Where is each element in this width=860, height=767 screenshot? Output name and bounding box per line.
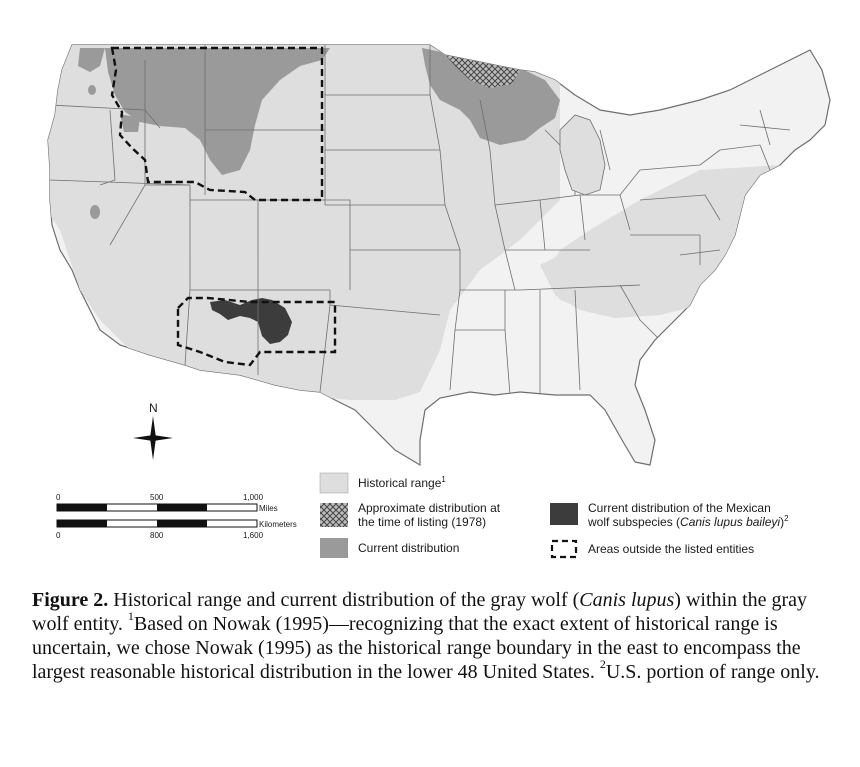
- legend-swatch-current: [320, 538, 348, 558]
- km-unit: Kilometers: [259, 520, 297, 529]
- legend-swatch-listing: [320, 503, 348, 527]
- miles-tick-0: 0: [56, 493, 61, 502]
- caption-label: Figure 2.: [32, 589, 109, 611]
- legend: [320, 473, 789, 558]
- miles-tick-2: 1,000: [243, 493, 264, 502]
- miles-tick-1: 500: [150, 493, 164, 502]
- miles-bar-segment: [157, 504, 207, 511]
- compass-needle-horizontal: [133, 435, 173, 441]
- compass-rose: [133, 401, 173, 460]
- legend-swatch-outside: [552, 541, 576, 557]
- legend-mexican-pre: wolf subspecies (: [588, 515, 681, 529]
- legend-label-listing-1: Approximate distribution at: [358, 501, 501, 515]
- km-tick-0: 0: [56, 531, 61, 540]
- scale-bar: [56, 493, 297, 540]
- miles-bar-segment: [57, 504, 107, 511]
- caption-text-1: Historical range and current distribution of the gray wolf (: [113, 589, 580, 611]
- legend-label-mexican-1: Current distribution of the Mexican: [588, 501, 771, 515]
- km-bar-segment: [157, 520, 207, 527]
- km-tick-1: 800: [150, 531, 164, 540]
- current-distribution-spot: [90, 205, 100, 219]
- km-tick-2: 1,600: [243, 531, 264, 540]
- legend-historical-sup: 1: [441, 475, 446, 484]
- caption-note2-marker: 2: [599, 657, 606, 671]
- compass-north-label: N: [149, 401, 158, 415]
- legend-historical-text: Historical range: [358, 476, 442, 490]
- legend-swatch-historical: [320, 473, 348, 493]
- figure-caption: [32, 588, 832, 684]
- caption-note1-marker: 1: [127, 609, 134, 623]
- legend-label-outside: Areas outside the listed entities: [588, 542, 755, 556]
- caption-note1: Based on Nowak (1995)—recognizing that the exact extent of historical range is uncertain, we chose Nowak (1995) as the historical range boundary in the east to encompass the largest reasonable historical distribution in the lower 48 United States.: [32, 613, 801, 683]
- legend-label-listing-2: the time of listing (1978): [358, 515, 487, 529]
- miles-unit: Miles: [259, 504, 278, 513]
- legend-swatch-mexican: [550, 503, 578, 525]
- legend-mexican-species: Canis lupus baileyi: [680, 515, 781, 529]
- legend-label-mexican-2: [587, 514, 789, 529]
- caption-text-2: ) within the gray wolf entity.: [32, 589, 808, 635]
- legend-mexican-post: ): [780, 515, 785, 529]
- caption-note2: U.S. portion of range only.: [605, 661, 820, 683]
- legend-mexican-sup: 2: [784, 514, 789, 523]
- caption-species: Canis lupus: [579, 589, 675, 611]
- current-distribution-spot: [88, 85, 96, 95]
- legend-label-current: Current distribution: [358, 541, 460, 555]
- legend-label-historical: [358, 475, 446, 490]
- km-bar-segment: [57, 520, 107, 527]
